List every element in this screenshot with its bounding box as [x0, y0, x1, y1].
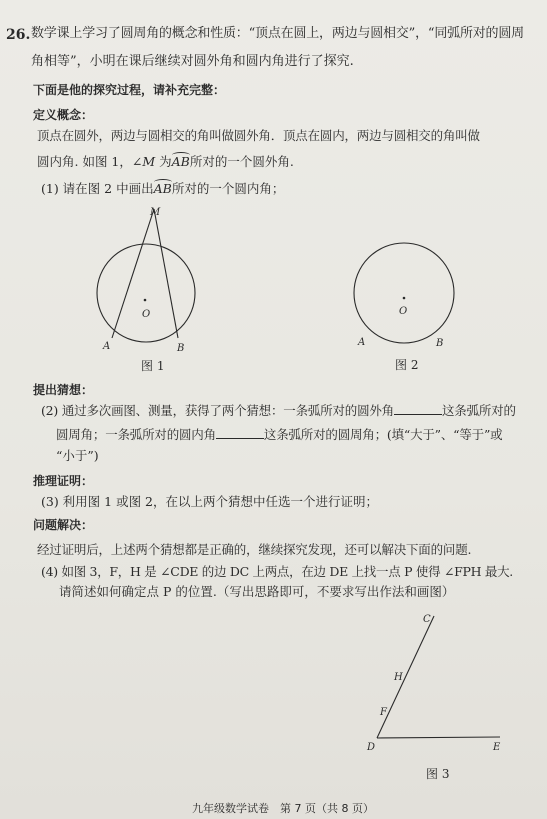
fig2-caption: 图 2 — [395, 358, 419, 372]
instruction: 下面是他的探究过程，请补充完整： — [33, 83, 226, 97]
fig1-line-mb — [154, 209, 178, 338]
question-2-line-1: (2) 通过多次画图、测量，获得了两个猜想：一条弧所对的圆外角 这条弧所对的 — [41, 403, 516, 418]
figure-3 — [360, 606, 510, 756]
fig3-caption: 图 3 — [426, 767, 450, 781]
fig1-center-dot — [144, 299, 147, 302]
fig1-label-m: M — [150, 207, 161, 218]
fig1-caption: 图 1 — [141, 359, 165, 373]
fig2-circle — [354, 243, 454, 343]
intro-line-2: 角相等”，小明在课后继续对圆外角和圆内角进行了探究. — [31, 54, 354, 69]
answer-blank-1[interactable] — [394, 414, 442, 415]
fig3-label-c: C — [423, 614, 431, 625]
fig3-ray-de — [377, 737, 500, 738]
question-1: (1) 请在图 2 中画出AB所对的一个圆内角； — [41, 181, 285, 196]
fig2-label-o: O — [399, 306, 408, 317]
fig3-ray-dc — [377, 616, 434, 738]
fig3-label-h: H — [394, 672, 403, 683]
intro-line-1: 数学课上学习了圆周角的概念和性质：“顶点在圆上，两边与圆相交”，“同弧所对的圆周 — [31, 26, 524, 41]
solve-text: 经过证明后，上述两个猜想都是正确的，继续探究发现，还可以解决下面的问题. — [37, 542, 472, 557]
figure-1 — [86, 196, 206, 356]
question-4-line-1: (4) 如图 3，F，H 是 ∠CDE 的边 DC 上两点，在边 DE 上找一点 P 使得 ∠FPH 最大. — [41, 564, 513, 579]
question-2-line-3: “小于”) — [56, 448, 99, 463]
page-footer: 九年级数学试卷 第 7 页（共 8 页） — [192, 802, 374, 815]
conjecture-heading: 提出猜想： — [33, 383, 94, 397]
question-number: 26. — [6, 27, 31, 43]
definition-line-2: 圆内角. 如图 1，∠M 为AB所对的一个圆外角. — [37, 154, 294, 169]
fig1-circle — [97, 244, 195, 342]
definition-line-1: 顶点在圆外，两边与圆相交的角叫做圆外角．顶点在圆内，两边与圆相交的角叫做 — [37, 128, 480, 143]
fig2-center-dot — [403, 297, 406, 300]
question-4-line-2: 请简述如何确定点 P 的位置.（写出思路即可，不要求写出作法和画图） — [59, 584, 455, 599]
fig3-label-f: F — [380, 707, 387, 718]
arc-ab-symbol-q1: AB — [153, 181, 172, 196]
question-2-line-2: 圆周角；一条弧所对的圆内角 这条弧所对的圆周角；(填“大于”、“等于”或 — [56, 427, 503, 442]
fig1-label-a: A — [103, 341, 111, 352]
fig1-label-o: O — [142, 309, 151, 320]
definition-heading: 定义概念： — [33, 108, 94, 122]
fig3-label-d: D — [367, 742, 376, 753]
arc-ab-symbol: AB — [171, 154, 190, 169]
figure-2 — [346, 236, 466, 356]
fig1-label-b: B — [177, 343, 185, 354]
proof-heading: 推理证明： — [33, 474, 94, 488]
answer-blank-2[interactable] — [216, 438, 264, 439]
fig2-label-b: B — [436, 338, 444, 349]
fig3-label-e: E — [493, 742, 501, 753]
question-3: (3) 利用图 1 或图 2，在以上两个猜想中任选一个进行证明； — [41, 494, 379, 509]
fig2-label-a: A — [358, 337, 366, 348]
solve-heading: 问题解决： — [33, 518, 94, 532]
